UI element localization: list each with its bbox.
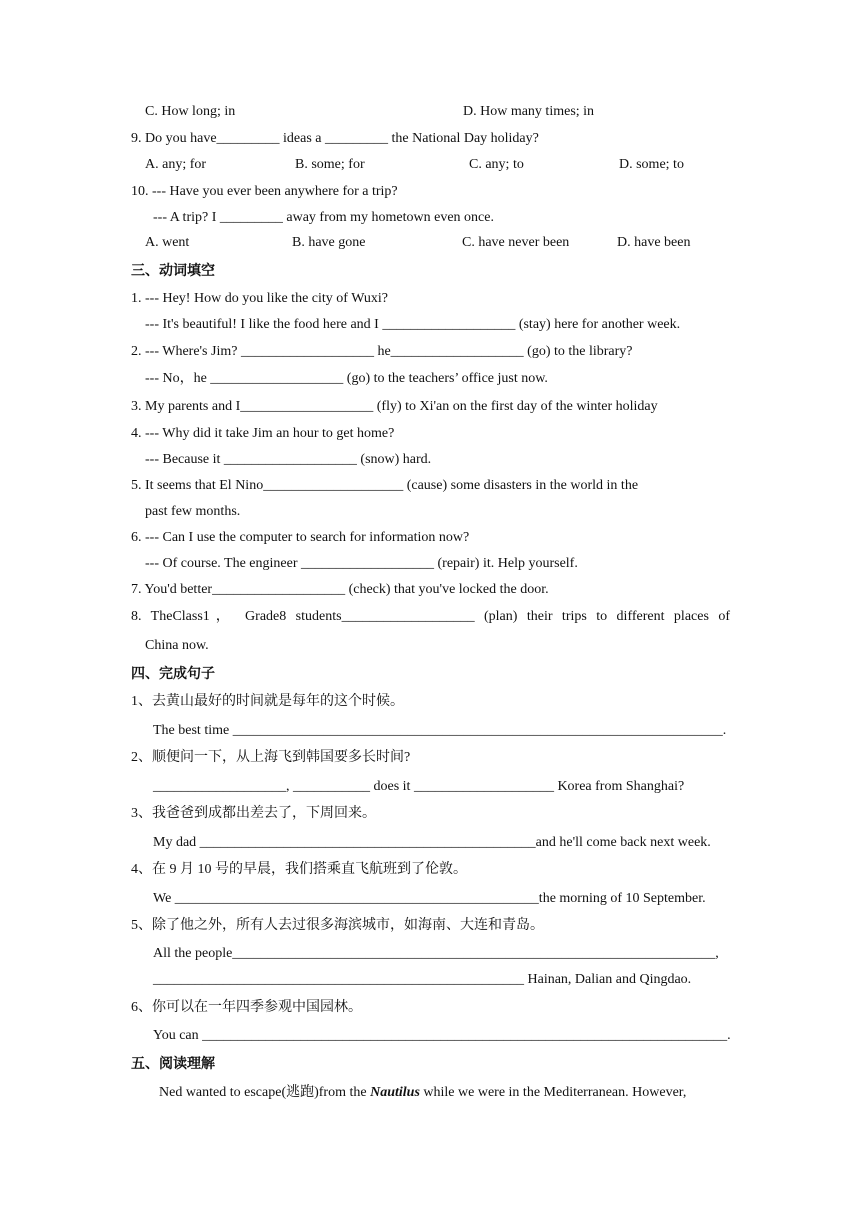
s3-line: --- Of course. The engineer ___________________ (repair) it. Help yourself.	[145, 556, 578, 571]
s4-line: We ____________________________________________________the morning of 10 September.	[153, 891, 706, 906]
s4-line: 6、你可以在一年四季参观中国园林。	[131, 1000, 362, 1015]
s3-line: 6. --- Can I use the computer to search for information now?	[131, 530, 470, 545]
q10-line-1: 10. --- Have you ever been anywhere for a trip?	[131, 184, 398, 199]
q10-option-c: C. have never been	[462, 235, 570, 250]
s3-line: --- It's beautiful! I like the food here and I ___________________ (stay) here for another week.	[145, 317, 681, 332]
s3-line: 4. --- Why did it take Jim an hour to get home?	[131, 426, 395, 441]
s3-line: past few months.	[145, 504, 241, 519]
s4-line: You can ___________________________________________________________________________.	[153, 1028, 731, 1043]
s3-line: --- No，he ___________________ (go) to the teachers’ office just now.	[145, 371, 548, 386]
s4-line: ___________________, ___________ does it ____________________ Korea from Shanghai?	[153, 779, 685, 794]
s3-line: 5. It seems that El Nino____________________ (cause) some disasters in the world in the	[131, 478, 639, 493]
q8-option-d: D. How many times; in	[463, 104, 595, 119]
s4-line: 4、在 9 月 10 号的早晨，我们搭乘直飞航班到了伦敦。	[131, 862, 467, 877]
q9-option-a: A. any; for	[145, 157, 207, 172]
s4-line: 2、顺便问一下，从上海飞到韩国要多长时间?	[131, 750, 411, 765]
q9-option-b: B. some; for	[295, 157, 365, 172]
q8-option-c: C. How long; in	[145, 104, 236, 119]
s4-line: All the people_____________________________________________________________________,	[153, 946, 719, 961]
s4-line: _____________________________________________________ Hainan, Dalian and Qingdao.	[153, 972, 692, 987]
s3-line: China now.	[145, 638, 209, 653]
s4-line: 5、除了他之外，所有人去过很多海滨城市，如海南、大连和青岛。	[131, 918, 544, 933]
reading-paragraph-first-line	[159, 1084, 686, 1102]
section-3-heading: 三、动词填空	[131, 263, 215, 279]
paragraph-text: while we were in the Mediterranean. However,	[419, 1085, 687, 1100]
q10-option-d: D. have been	[617, 235, 691, 250]
q10-option-b: B. have gone	[292, 235, 366, 250]
s3-line: 8. TheClass1， Grade8 students___________________ (plan) their trips to different places of	[131, 609, 730, 624]
s3-line: 3. My parents and I___________________ (fly) to Xi'an on the first day of the winter holiday	[131, 399, 658, 414]
section-4-heading: 四、完成句子	[131, 666, 215, 682]
q9-stem: 9. Do you have_________ ideas a _________ the National Day holiday?	[131, 131, 539, 146]
q9-option-d: D. some; to	[619, 157, 684, 172]
s3-line: --- Because it ___________________ (snow) hard.	[145, 452, 432, 467]
s4-line: 3、我爸爸到成都出差去了，下周回来。	[131, 806, 376, 821]
s3-line: 7. You'd better___________________ (check) that you've locked the door.	[131, 582, 549, 597]
s4-line: 1、去黄山最好的时间就是每年的这个时候。	[131, 694, 404, 709]
s4-line: My dad ________________________________________________and he'll come back next week.	[153, 835, 711, 850]
s4-line: The best time ______________________________________________________________________.	[153, 723, 727, 738]
section-5-heading: 五、阅读理解	[131, 1056, 215, 1072]
paragraph-text: Ned wanted to escape(逃跑)from the	[159, 1085, 371, 1100]
s3-line: 1. --- Hey! How do you like the city of Wuxi?	[131, 291, 388, 306]
s3-line: 2. --- Where's Jim? ___________________ he___________________ (go) to the library?	[131, 344, 633, 359]
ship-name: Nautilus	[370, 1085, 420, 1100]
q10-option-a: A. went	[145, 235, 190, 250]
q10-line-2: --- A trip? I _________ away from my hometown even once.	[153, 210, 494, 225]
q9-option-c: C. any; to	[469, 157, 524, 172]
